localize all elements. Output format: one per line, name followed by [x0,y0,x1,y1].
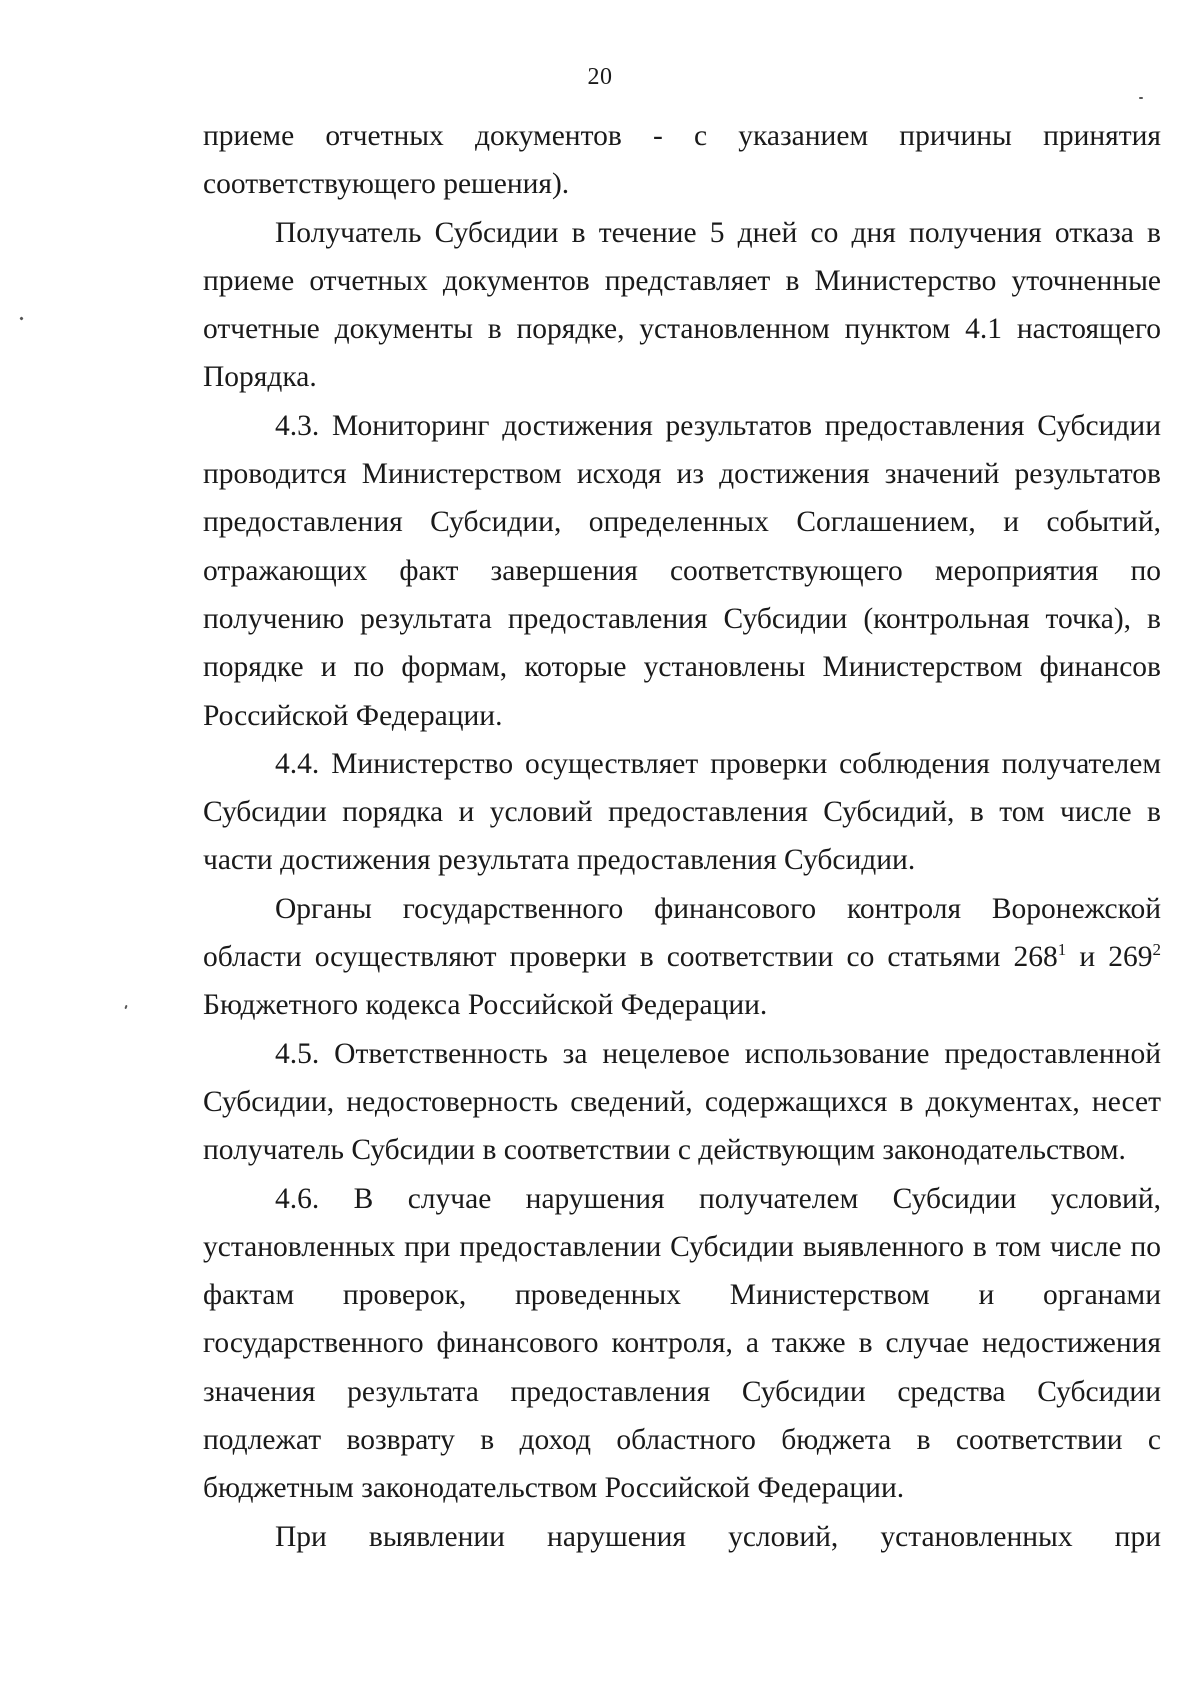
paragraph-text-part: Органы государственного финансового контроля Воронежской области осуществляют проверки в соответствии со статьями 268 [203,892,1161,974]
paragraph-4-5-responsibility: 4.5. Ответственность за нецелевое использование предоставленной Субсидии, недостоверность сведений, содержащихся в документах, несет получатель Субсидии в соответствии с действующим законодательством. [203,1037,1161,1167]
paragraph-text-part: Бюджетного кодекса Российской Федерации. [203,989,768,1022]
paragraph-resubmission: Получатель Субсидии в течение 5 дней со дня получения отказа в приеме отчетных документов представляет в Министерство уточненные отчетные документы в порядке, установленном пунктом 4.1 настоящего Порядка. [203,216,1161,394]
paragraph-4-6-violation: 4.6. В случае нарушения получателем Субсидии условий, установленных при предоставлении Субсидии выявленного в том числе по фактам проверок, проведенных Министерством и органами государственного финансового контроля, а также в случае недостижения значения результата предоставления Субсидии средства Субсидии подлежат возврату в доход областного бюджета в соответствии с бюджетным законодательством Российской Федерации. [203,1182,1161,1505]
superscript: 2 [1152,940,1161,960]
document-body [203,112,1161,1561]
paragraph-text-part: и 269 [1066,941,1153,974]
page-number: 20 [587,64,613,90]
scan-speck [19,316,23,320]
paragraph-violation-detection: При выявлении нарушения условий, установленных при [275,1520,1161,1553]
paragraph-state-control-bodies [203,885,1161,1030]
scan-speck [124,1005,127,1009]
scan-speck [1139,97,1143,99]
paragraph-4-4-inspections: 4.4. Министерство осуществляет проверки соблюдения получателем Субсидии порядка и условий предоставления Субсидий, в том числе в части достижения результата предоставления Субсидии. [203,747,1161,877]
superscript: 1 [1057,940,1067,960]
paragraph-continuation: приеме отчетных документов - с указанием причины принятия соответствующего решения). [203,120,1161,201]
paragraph-4-3-monitoring: 4.3. Мониторинг достижения результатов предоставления Субсидии проводится Министерством исходя из достижения значений результатов предоставления Субсидии, определенных Соглашением, и событий, отражающих факт завершения соответствующего мероприятия по получению результата предоставления Субсидии (контрольная точка), в порядке и по формам, которые установлены Министерством финансов Российской Федерации. [203,409,1161,732]
